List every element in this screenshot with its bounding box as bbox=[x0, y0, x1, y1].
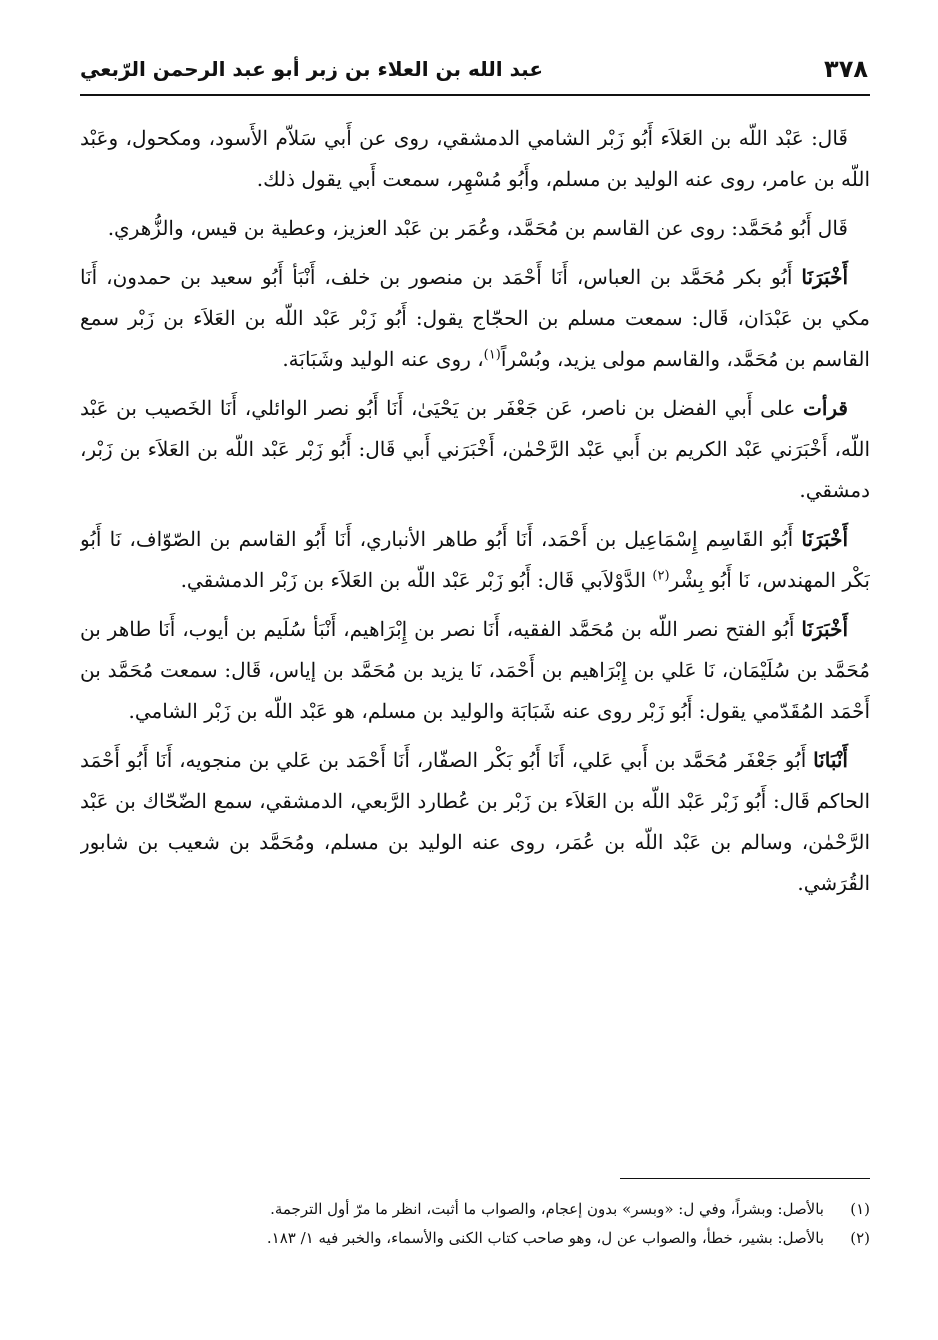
running-title: عبد الله بن العلاء بن زبر أبو عبد الرحمن الرّبعي bbox=[80, 57, 543, 81]
paragraph-text: قَال: عَبْد اللّه بن العَلاَء أَبُو زَبْر الشامي الدمشقي، روى عن أَبي سَلاّم الأَسود، ومكحول، وعَبْد اللّه بن عامر، روى عنه الوليد بن مسلم، وأَبُو مُسْهِر، سمعت أَبي يقول ذلك. bbox=[80, 126, 870, 191]
footnote bbox=[80, 1195, 870, 1224]
paragraph bbox=[80, 257, 870, 380]
paragraph bbox=[80, 208, 870, 249]
paragraph bbox=[80, 118, 870, 200]
paragraph-text-cont: ، روى عنه الوليد وشَبَابَة. bbox=[282, 347, 484, 371]
page-number: ٣٧٨ bbox=[824, 55, 868, 83]
footnote-text: بالأصل: وبشراً، وفي ل: «وبسر» بدون إعجام، والصواب ما أثبت، انظر ما مرّ أول الترجمة. bbox=[270, 1200, 824, 1218]
main-text bbox=[80, 118, 870, 1168]
paragraph bbox=[80, 609, 870, 732]
paragraph-lead-word: أَخْبَرَنَا bbox=[801, 617, 848, 641]
footnote-ref[interactable]: (١) bbox=[483, 347, 501, 363]
paragraph-lead-word: أَخْبَرَنَا bbox=[801, 527, 848, 551]
page-header bbox=[80, 55, 868, 93]
footnote-rule bbox=[620, 1178, 870, 1179]
footnote-number: (١) bbox=[850, 1200, 870, 1218]
paragraph bbox=[80, 519, 870, 601]
paragraph-text: أَبُو بكر مُحَمَّد بن العباس، أَنَا أَحْمَد بن منصور بن خلف، أَنْبَأ أَبُو سعيد بن حمدون، أَنَا مكي بن عَبْدَان، قَال: سمعت مسلم بن الحجّاج يقول: أَبُو زَبْر عَبْد اللّه بن العَلاَء بن زَبْر سمع القاسم بن مُحَمَّد، والقاسم مولى يزيد، وبُسْراً bbox=[80, 265, 870, 371]
header-rule bbox=[80, 94, 870, 96]
paragraph-text: أَبُو القَاسِم إِسْمَاعِيل بن أَحْمَد، أَنَا أَبُو طاهر الأنباري، أَنَا أَبُو القاسم بن الصّوّاف، نَا أَبُو بَكْر المهندس، نَا أَبُو بِشْر bbox=[80, 527, 870, 592]
paragraph-text-cont: الدَّوْلاَبي قَال: أَبُو زَبْر عَبْد اللّه بن العَلاَء بن زَبْر الدمشقي. bbox=[180, 568, 653, 592]
footnote-ref[interactable]: (٢) bbox=[652, 568, 670, 584]
footnote-number: (٢) bbox=[850, 1229, 870, 1247]
footnotes bbox=[80, 1195, 870, 1253]
paragraph-text: أَبُو الفتح نصر اللّه بن مُحَمَّد الفقيه، أَنَا نصر بن إِبْرَاهيم، أَنْبَأ سُلَيم بن أيوب، أَنَا طاهر بن مُحَمَّد بن سُلَيْمَان، نَا عَلي بن إِبْرَاهيم بن أَحْمَد، نَا يزيد بن مُحَمَّد بن إياس، قَال: سمعت مُحَمَّد بن أَحْمَد المُقَدّمي يقول: أَبُو زَبْر روى عنه شَبَابَة والوليد بن مسلم، هو عَبْد اللّه بن زَبْر الشامي. bbox=[80, 617, 870, 723]
paragraph-text: قَال أَبُو مُحَمَّد: روى عن القاسم بن مُحَمَّد، وعُمَر بن عَبْد العزيز، وعطية بن قيس، والزُّهري. bbox=[107, 216, 848, 240]
footnote-text: بالأصل: بشير، خطأ، والصواب عن ل، وهو صاحب كتاب الكنى والأسماء، والخبر فيه ١/ ١٨٣. bbox=[266, 1229, 824, 1247]
paragraph-text: أَبُو جَعْفَر مُحَمَّد بن أَبي عَلي، أَنَا أَبُو بَكْر الصفّار، أَنَا أَحْمَد بن عَلي بن منجويه، أَنَا أَبُو أَحْمَد الحاكم قَال: أَبُو زَبْر عَبْد اللّه بن العَلاَء بن زَبْر بن عُطارد الرَّبعي، الدمشقي، سمع الضّحّاك بن عَبْد الرَّحْمٰن، وسالم بن عَبْد اللّه بن عُمَر، روى عنه الوليد بن مسلم، ومُحَمَّد بن شعيب بن شابور القُرَشي. bbox=[80, 748, 870, 895]
paragraph bbox=[80, 388, 870, 511]
paragraph bbox=[80, 740, 870, 904]
footnote bbox=[80, 1224, 870, 1253]
paragraph-lead-word: أَخْبَرَنَا bbox=[801, 265, 848, 289]
paragraph-lead-word: قرأت bbox=[803, 396, 848, 420]
paragraph-text: على أَبي الفضل بن ناصر، عَن جَعْفَر بن يَحْيَىٰ، أَنَا أَبُو نصر الوائلي، أَنَا الخَصيب بن عَبْد اللّه، أَخْبَرَني عَبْد الكريم بن أَبي عَبْد الرَّحْمٰن، أَخْبَرَني أَبي قَال: أَبُو زَبْر عَبْد اللّه بن العَلاَء بن زَبْر، دمشقي. bbox=[80, 396, 870, 502]
paragraph-lead-word: أَنْبَانَا bbox=[813, 748, 848, 772]
